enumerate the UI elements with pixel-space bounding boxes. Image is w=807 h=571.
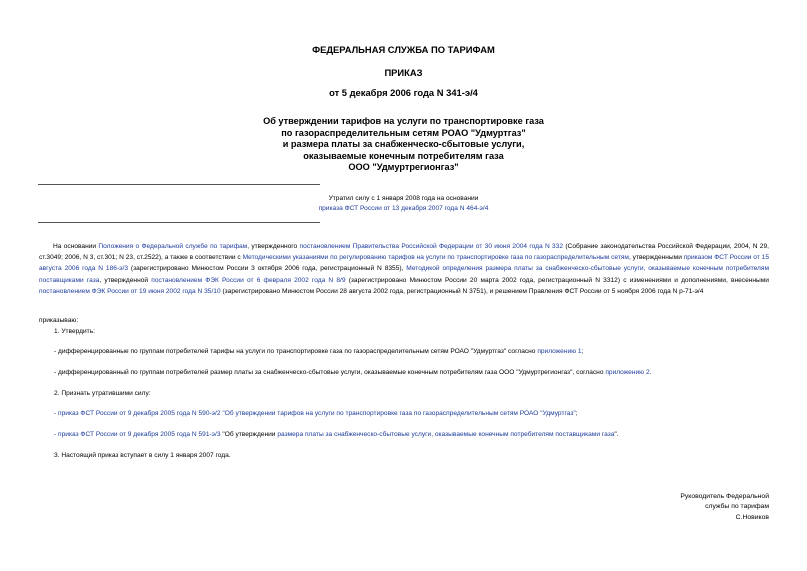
item-text: ; xyxy=(581,348,584,355)
link-fee-title[interactable]: размера платы за снабженческо-сбытовые услуги, оказываемые конечным потребителям поставщиками газа xyxy=(277,431,615,438)
order-prikazyvayu: приказываю: xyxy=(39,317,79,324)
preamble-text: (зарегистрировано Минюстом России 20 марта 2002 года, регистрационный N 3312) с изменениями и дополнениями, внесенными xyxy=(345,276,769,284)
link-order-590[interactable]: - приказ ФСТ России от 9 декабря 2005 года N 590-э/2 "Об утверждении тарифов на услуги по транспортировке газа по газораспределительным сетям РОАО "Удмуртгаз" xyxy=(54,410,576,417)
signature-block xyxy=(569,492,769,523)
order-item-1b xyxy=(54,368,651,378)
link-appendix-1[interactable]: приложению 1 xyxy=(537,348,582,355)
doc-date-number: от 5 декабря 2006 года N 341-э/4 xyxy=(329,87,478,98)
title-line: и размера платы за снабженческо-сбытовые услуги, xyxy=(282,139,525,149)
link-methodical-guidelines[interactable]: Методическими указаниями по регулированию тарифов на услуги по транспортировке газа по газораспределительным сетям xyxy=(242,254,629,262)
order-item-1: 1. Утвердить: xyxy=(54,328,95,335)
link-order-186[interactable]: приказом ФСТ России от 15 августа 2006 года N 186-э/3 xyxy=(39,254,769,273)
item-text: . xyxy=(649,369,652,376)
preamble-text: На основании xyxy=(53,243,99,250)
preamble-text: , утвержденными xyxy=(628,254,684,262)
order-item-2: 2. Признать утратившими силу: xyxy=(54,390,151,397)
status-link[interactable]: приказа ФСТ России от 13 декабря 2007 года N 464-э/4 xyxy=(318,205,489,212)
item-text: - дифференцированные по группам потребителей тарифы на услуги по транспортировке газа по газораспределительным сетям РОАО "Удмуртгаз" согласно xyxy=(54,348,538,355)
link-regulation-fst[interactable]: Положения о Федеральной службе по тарифам xyxy=(98,243,248,250)
item-text: "Об утверждении xyxy=(220,431,278,438)
item-text: ". xyxy=(614,431,619,438)
title-line: ООО "Удмуртрегионгаз" xyxy=(348,162,459,172)
divider-bottom xyxy=(38,222,320,223)
preamble-text: (Собрание законодательства Российской Федерации, 2004, N 29, ст.3049; 2006, N 3, ст.301; N 23, ст.2522), а также в соответствии с xyxy=(39,243,769,262)
title-line: Об утверждении тарифов на услуги по транспортировке газа xyxy=(263,116,544,126)
preamble-text: (зарегистрировано Минюстом России 28 августа 2002 года, регистрационный N 3751), и решением Правления ФСТ России от 5 ноября 2006 года N р-71-э/4 xyxy=(220,287,704,295)
order-item-2a xyxy=(54,409,578,419)
order-item-1a xyxy=(54,347,583,357)
signature-name: С.Новиков xyxy=(735,513,769,521)
divider-top xyxy=(38,184,320,185)
status-text: Утратил силу с 1 января 2008 года на основании xyxy=(328,195,479,202)
status-note xyxy=(0,194,807,214)
doc-title xyxy=(0,116,807,174)
preamble-text: , утвержденной xyxy=(99,276,152,284)
preamble-paragraph xyxy=(39,241,769,297)
order-item-2b xyxy=(54,430,619,440)
preamble-text: (зарегистрировано Минюстом России 3 октября 2006 года, регистрационный N 8355), xyxy=(128,265,407,273)
order-item-3: 3. Настоящий приказ вступает в силу 1 января 2007 года. xyxy=(54,452,231,459)
link-fek-resolution-35-10[interactable]: постановлением ФЭК России от 19 июня 2002 года N 35/10 xyxy=(39,287,221,295)
signature-agency: службы по тарифам xyxy=(705,503,769,511)
link-order-591[interactable]: - приказ ФСТ России от 9 декабря 2005 года N 591-э/3 xyxy=(54,431,221,438)
link-fek-resolution-8-9[interactable]: постановлением ФЭК России от 6 февраля 2002 года N 8/9 xyxy=(151,276,346,284)
agency-name: ФЕДЕРАЛЬНАЯ СЛУЖБА ПО ТАРИФАМ xyxy=(312,44,495,55)
preamble-text: , утвержденного xyxy=(247,243,300,250)
signature-position: Руководитель Федеральной xyxy=(680,493,769,500)
title-line: по газораспределительным сетям РОАО "Удмуртгаз" xyxy=(281,127,526,138)
item-text: ; xyxy=(575,410,578,417)
link-government-resolution[interactable]: постановлением Правительства Российской Федерации от 30 июня 2004 года N 332 xyxy=(299,243,564,250)
link-methodology-fee[interactable]: Методикой определения размера платы за снабженческо-сбытовые услуги, оказываемые конечным потребителям поставщиками газа xyxy=(39,265,769,284)
link-appendix-2[interactable]: приложению 2 xyxy=(605,369,650,376)
doc-type: ПРИКАЗ xyxy=(384,67,423,78)
title-line: оказываемые конечным потребителям газа xyxy=(303,150,504,161)
item-text: - дифференцированный по группам потребителей размер платы за снабженческо-сбытовые услуги, оказываемые конечным потребителям газа ООО "Удмуртрегионгаз", согласно xyxy=(54,369,606,376)
